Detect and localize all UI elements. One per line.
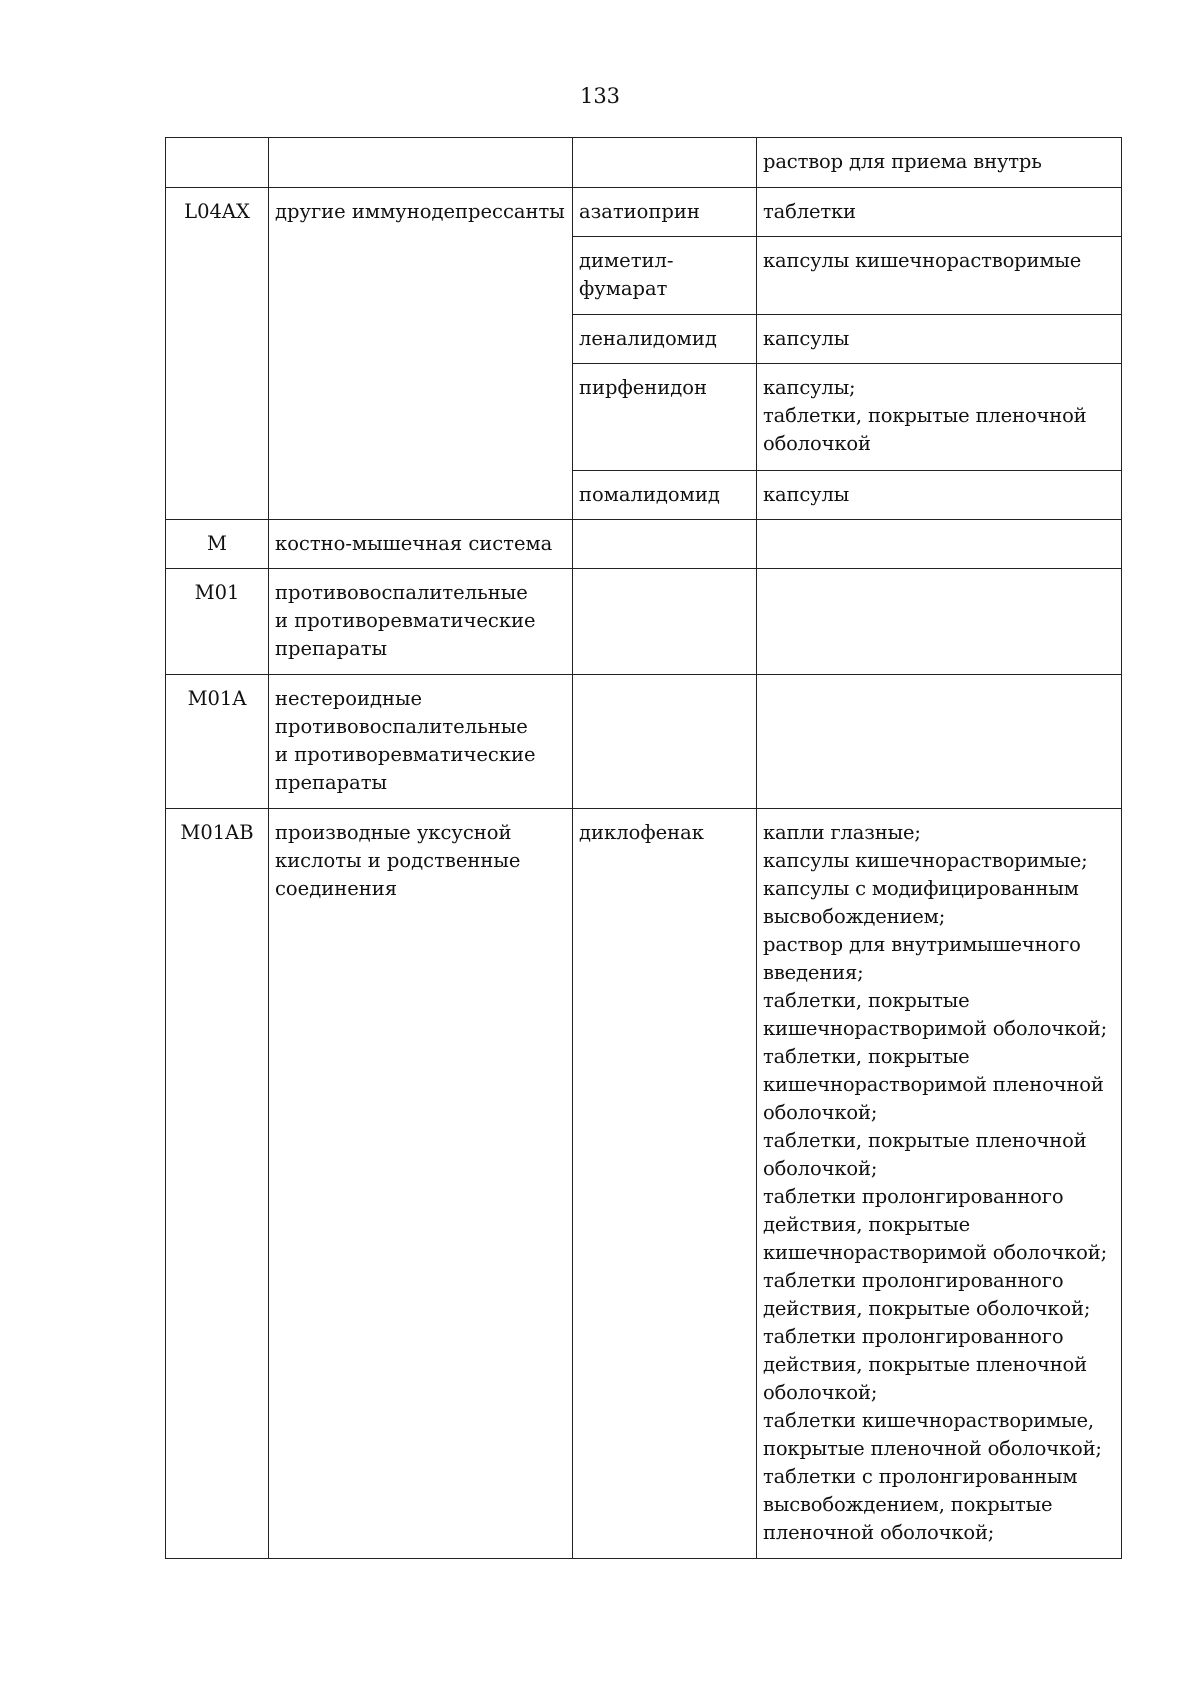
atc-group-cell: противовоспалительные и противоревматические препараты bbox=[269, 569, 573, 675]
table-row bbox=[166, 188, 1122, 237]
dosage-form-cell: капсулы кишечнорастворимые bbox=[757, 237, 1122, 315]
dosage-form-cell: таблетки bbox=[757, 188, 1122, 237]
table-row bbox=[166, 809, 1122, 1559]
table-row bbox=[166, 520, 1122, 569]
drug-name-cell bbox=[573, 675, 757, 809]
drug-name-cell: помалидомид bbox=[573, 471, 757, 520]
atc-code-cell: L04AX bbox=[166, 188, 269, 520]
atc-code-cell bbox=[166, 138, 269, 188]
table-row bbox=[166, 675, 1122, 809]
atc-code-cell: M bbox=[166, 520, 269, 569]
table-row bbox=[166, 569, 1122, 675]
drug-name-cell bbox=[573, 569, 757, 675]
drug-name-cell: диметил- фумарат bbox=[573, 237, 757, 315]
medication-table bbox=[165, 137, 1122, 1559]
table-row bbox=[166, 138, 1122, 188]
dosage-form-cell: капсулы bbox=[757, 471, 1122, 520]
atc-group-cell: другие иммунодепрессанты bbox=[269, 188, 573, 520]
dosage-form-cell bbox=[757, 675, 1122, 809]
dosage-form-cell: капсулы; таблетки, покрытые пленочной оболочкой bbox=[757, 364, 1122, 471]
atc-group-cell bbox=[269, 138, 573, 188]
dosage-form-cell: раствор для приема внутрь bbox=[757, 138, 1122, 188]
dosage-form-cell: капли глазные; капсулы кишечнорастворимые; капсулы с модифицированным высвобождением; раствор для внутримышечного введения; таблетки, покрытые кишечнорастворимой оболочкой; таблетки, покрытые кишечнорастворимой пленочной оболочкой; таблетки, покрытые пленочной оболочкой; таблетки пролонгированного действия, покрытые кишечнорастворимой оболочкой; таблетки пролонгированного действия, покрытые оболочкой; таблетки пролонгированного действия, покрытые пленочной оболочкой; таблетки кишечнорастворимые, покрытые пленочной оболочкой; таблетки с пролонгированным высвобождением, покрытые пленочной оболочкой; bbox=[757, 809, 1122, 1559]
dosage-form-cell: капсулы bbox=[757, 315, 1122, 364]
drug-name-cell: леналидомид bbox=[573, 315, 757, 364]
atc-group-cell: производные уксусной кислоты и родственные соединения bbox=[269, 809, 573, 1559]
drug-name-cell bbox=[573, 520, 757, 569]
drug-name-cell: диклофенак bbox=[573, 809, 757, 1559]
atc-code-cell: M01AB bbox=[166, 809, 269, 1559]
page-number: 133 bbox=[579, 84, 621, 108]
atc-code-cell: M01 bbox=[166, 569, 269, 675]
drug-name-cell: азатиоприн bbox=[573, 188, 757, 237]
atc-group-cell: костно-мышечная система bbox=[269, 520, 573, 569]
drug-name-cell: пирфенидон bbox=[573, 364, 757, 471]
drug-name-cell bbox=[573, 138, 757, 188]
atc-code-cell: M01A bbox=[166, 675, 269, 809]
atc-group-cell: нестероидные противовоспалительные и противоревматические препараты bbox=[269, 675, 573, 809]
dosage-form-cell bbox=[757, 569, 1122, 675]
dosage-form-cell bbox=[757, 520, 1122, 569]
